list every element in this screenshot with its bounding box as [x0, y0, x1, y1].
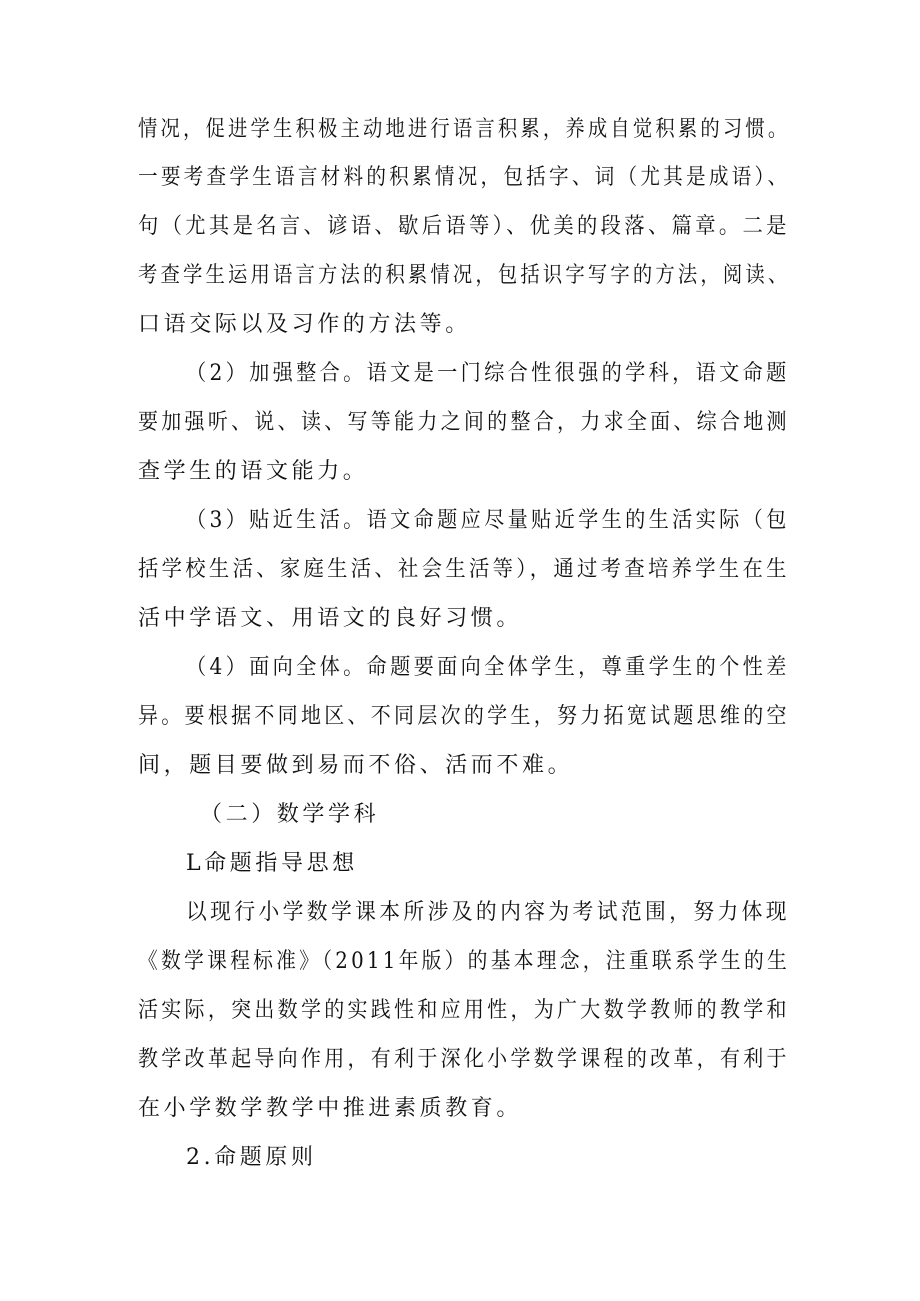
- text-line-5: 口语交际以及习作的方法等。: [138, 312, 471, 337]
- subheading-principles: 2.命题原则: [186, 1145, 317, 1170]
- text-line-8: 查学生的语文能力。: [138, 459, 369, 484]
- text-line-4: 考查学生运用语言方法的积累情况，包括识字写字的方法，阅读、: [138, 263, 791, 288]
- text-line-2: 一要考查学生语言材料的积累情况，包括字、词（尤其是成语）、: [138, 165, 791, 190]
- text-line-20: 教学改革起导向作用，有利于深化小学数学课程的改革，有利于: [138, 1047, 790, 1072]
- text-line-18: 《数学课程标准》（2011年版）的基本理念，注重联系学生的生: [138, 949, 790, 974]
- text-line-3: 句（尤其是名言、谚语、歇后语等）、优美的段落、篇章。二是: [138, 214, 790, 239]
- text-line-21: 在小学数学教学中推进素质教育。: [138, 1096, 523, 1121]
- subheading-guiding-idea: L命题指导思想: [186, 851, 358, 876]
- text-line-19: 活实际，突出数学的实践性和应用性，为广大数学教师的教学和: [138, 998, 790, 1023]
- text-line-1: 情况，促进学生积极主动地进行语言积累，养成自觉积累的习惯。: [138, 117, 791, 142]
- text-line-7: 要加强听、说、读、写等能力之间的整合，力求全面、综合地测: [138, 410, 790, 435]
- text-line-9: （3）贴近生活。语文命题应尽量贴近学生的生活实际（包: [186, 508, 790, 533]
- text-line-13: 异。要根据不同地区、不同层次的学生，努力拓宽试题思维的空: [138, 704, 790, 729]
- text-line-17: 以现行小学数学课本所涉及的内容为考试范围，努力体现: [186, 900, 790, 925]
- text-line-12: （4）面向全体。命题要面向全体学生，尊重学生的个性差: [186, 655, 790, 680]
- section-heading-math: （二）数学学科: [200, 802, 380, 827]
- text-line-10: 括学校生活、家庭生活、社会生活等），通过考查培养学生在生: [138, 557, 790, 582]
- text-line-11: 活中学语文、用语文的良好习惯。: [138, 606, 523, 631]
- text-line-14: 间，题目要做到易而不俗、活而不难。: [138, 753, 574, 778]
- text-line-6: （2）加强整合。语文是一门综合性很强的学科，语文命题: [186, 361, 790, 386]
